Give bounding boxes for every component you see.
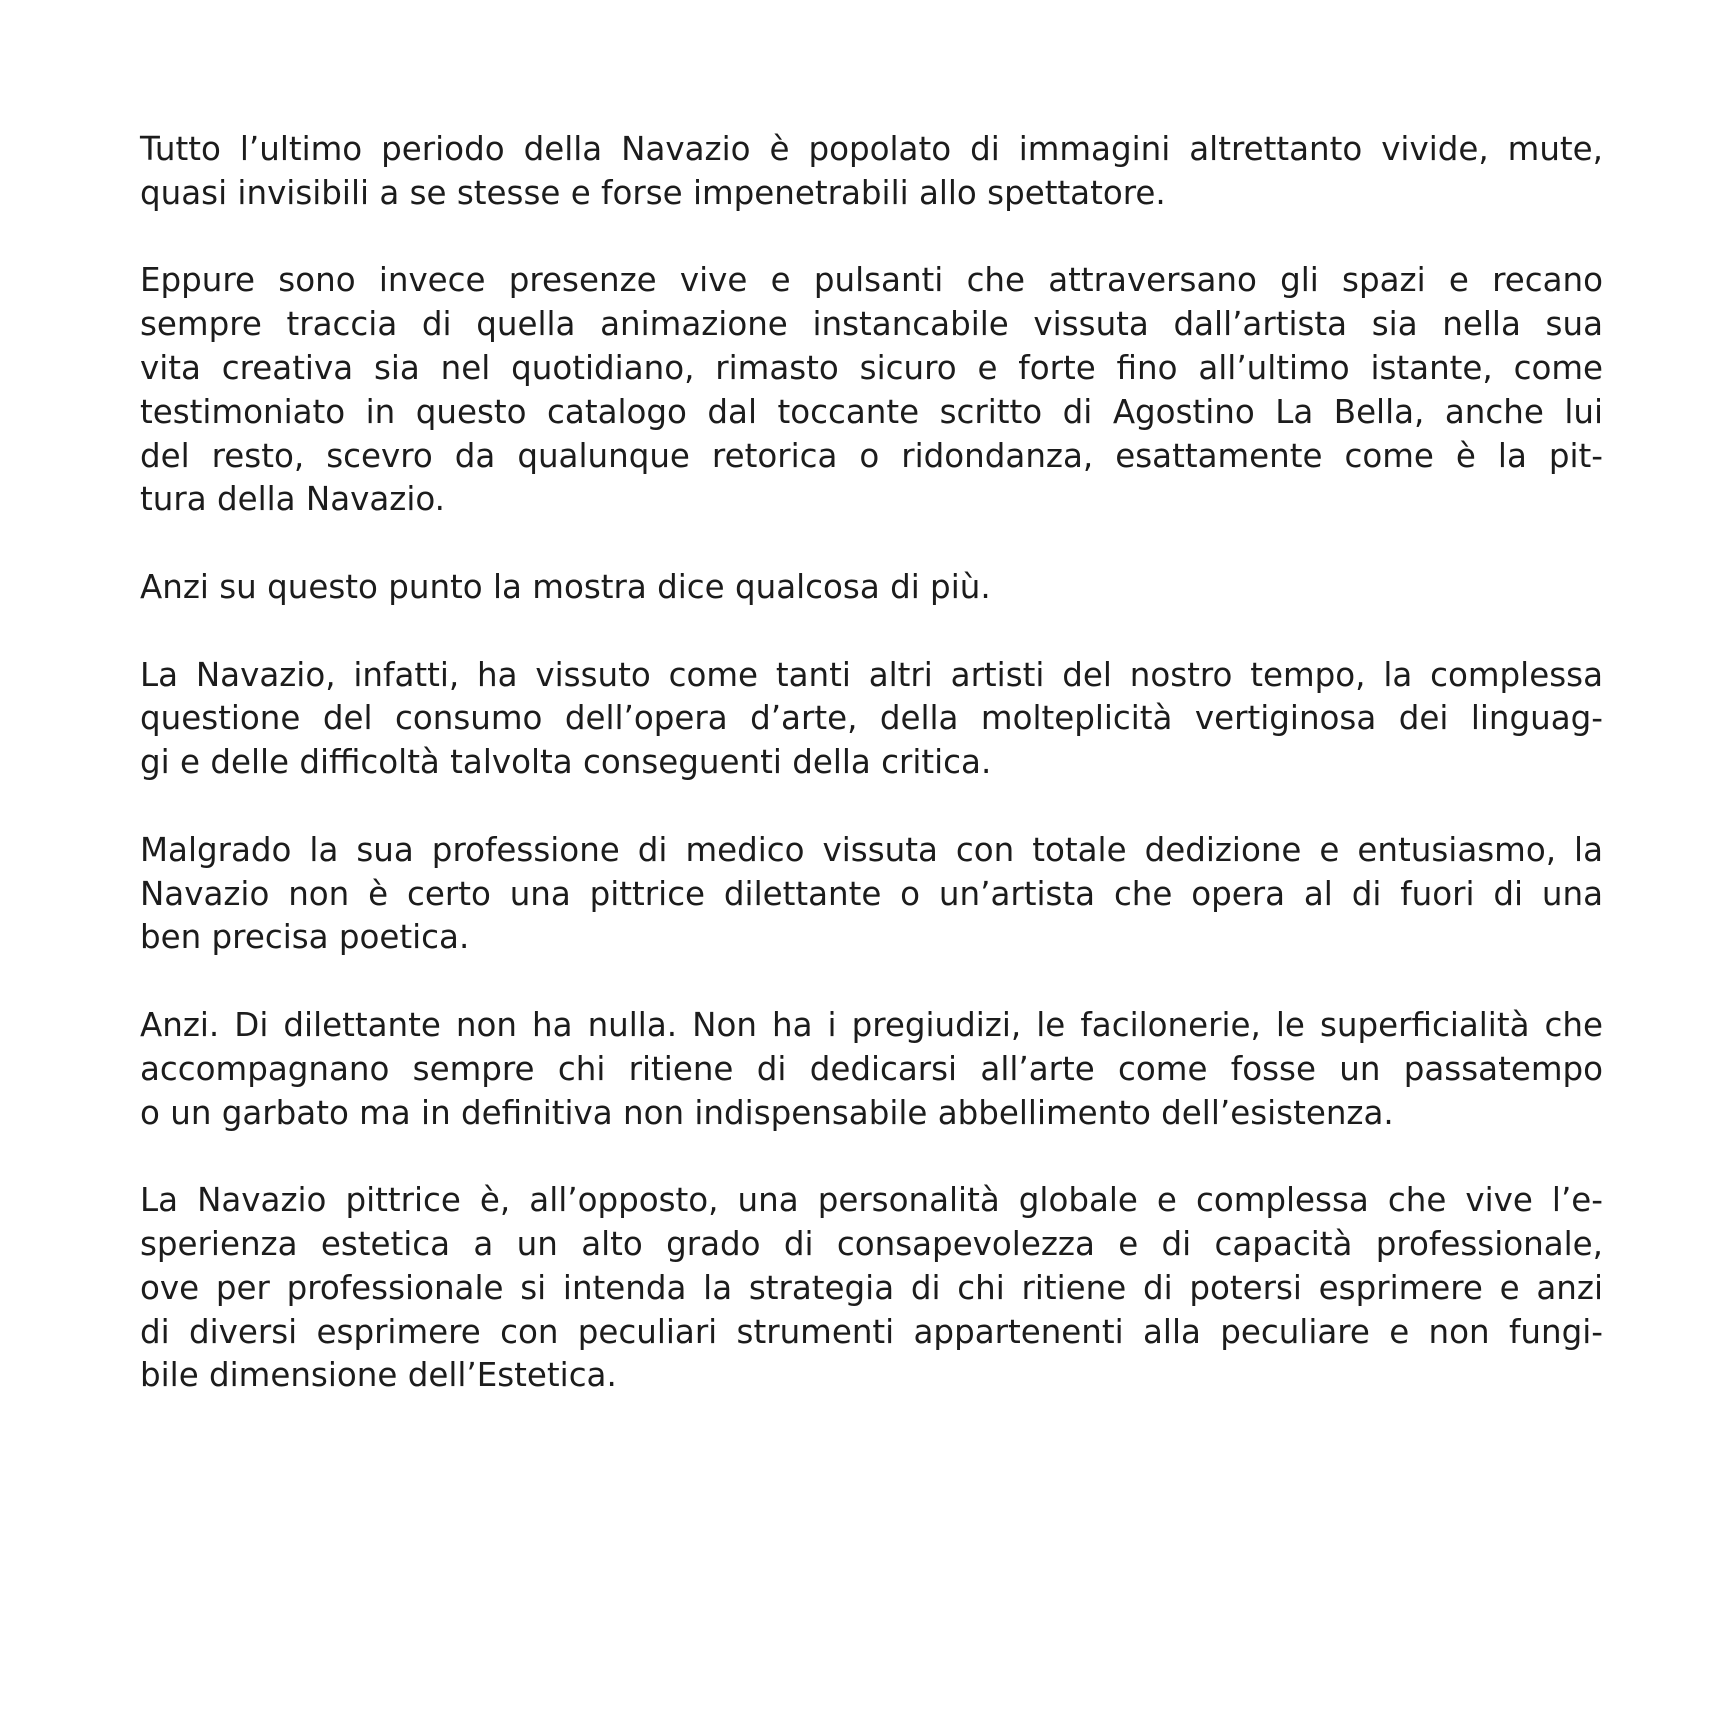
text-line: o un garbato ma in definitiva non indispensabile abbellimento dell’esistenza. (140, 1093, 1394, 1132)
paragraph-6 (140, 1004, 1603, 1135)
text-line: bile dimensione dell’Estetica. (140, 1356, 617, 1395)
text-line: Malgrado la sua professione di medico vissuta con totale dedizione e entusiasmo, la (140, 830, 1603, 869)
text-line: questione del consumo dell’opera d’arte, della molteplicità vertiginosa dei linguag- (140, 699, 1603, 738)
text-line: di diversi esprimere con peculiari strumenti appartenenti alla peculiare e non fungi- (140, 1312, 1603, 1351)
text-line: accompagnano sempre chi ritiene di dedicarsi all’arte come fosse un passatempo (140, 1049, 1603, 1088)
text-line: Eppure sono invece presenze vive e pulsanti che attraversano gli spazi e recano (140, 261, 1603, 300)
paragraph-7 (140, 1179, 1603, 1398)
text-line: Navazio non è certo una pittrice dilettante o un’artista che opera al di fuori di una (140, 874, 1603, 913)
text-line: La Navazio, infatti, ha vissuto come tanti altri artisti del nostro tempo, la complessa (140, 655, 1603, 694)
text-line: Anzi su questo punto la mostra dice qualcosa di più. (140, 567, 991, 606)
paragraph-5 (140, 829, 1603, 960)
paragraph-3 (140, 566, 1603, 610)
paragraph-1 (140, 128, 1603, 216)
text-line: del resto, scevro da qualunque retorica o ridondanza, esattamente come è la pit- (140, 436, 1603, 475)
text-line: sempre traccia di quella animazione instancabile vissuta dall’artista sia nella sua (140, 305, 1603, 344)
text-line: Anzi. Di dilettante non ha nulla. Non ha i pregiudizi, le facilonerie, le superficialità che (140, 1005, 1603, 1044)
text-line: ove per professionale si intenda la strategia di chi ritiene di potersi esprimere e anzi (140, 1268, 1603, 1307)
text-line: gi e delle difficoltà talvolta conseguenti della critica. (140, 743, 992, 782)
text-line: La Navazio pittrice è, all’opposto, una personalità globale e complessa che vive l’e- (140, 1181, 1603, 1220)
paragraph-2 (140, 259, 1603, 522)
text-line: vita creativa sia nel quotidiano, rimasto sicuro e forte fino all’ultimo istante, come (140, 348, 1603, 387)
paragraph-4 (140, 654, 1603, 785)
text-line: testimoniato in questo catalogo dal toccante scritto di Agostino La Bella, anche lui (140, 392, 1603, 431)
text-line: tura della Navazio. (140, 480, 445, 519)
text-line: quasi invisibili a se stesse e forse impenetrabili allo spettatore. (140, 173, 1166, 212)
text-line: sperienza estetica a un alto grado di consapevolezza e di capacità professionale, (140, 1224, 1603, 1263)
text-line: ben precisa poetica. (140, 918, 470, 957)
body-text (140, 128, 1603, 1442)
text-line: Tutto l’ultimo periodo della Navazio è popolato di immagini altrettanto vivide, mute, (140, 130, 1603, 168)
